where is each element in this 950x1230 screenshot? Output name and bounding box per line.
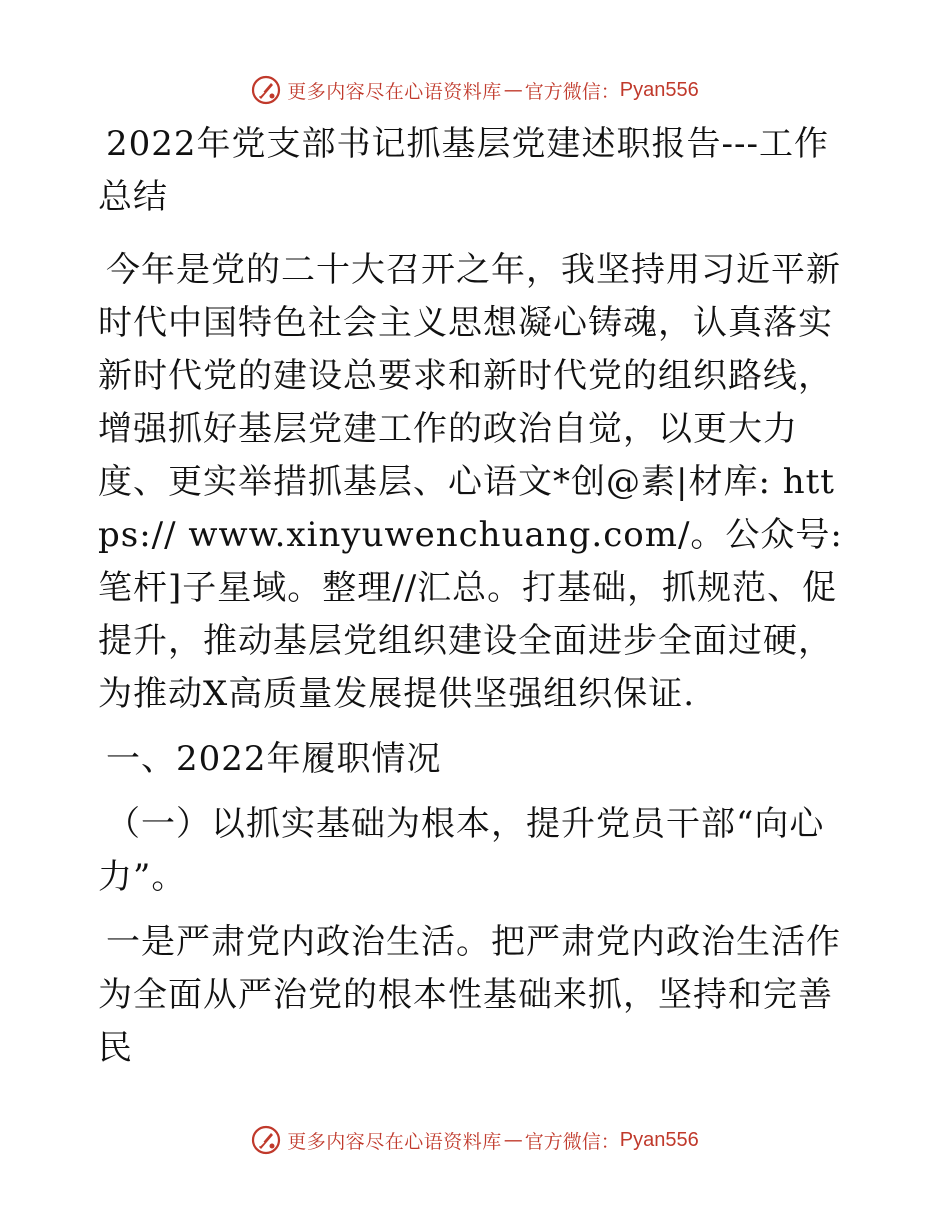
document-body [98, 118, 850, 1087]
header-watermark-banner [0, 70, 950, 110]
banner-wechat-label: 官方微信： [524, 1130, 620, 1153]
banner-wechat-label: 官方微信： [524, 80, 620, 103]
feather-pen-logo-icon [251, 75, 281, 105]
intro-paragraph: 今年是党的二十大召开之年，我坚持用习近平新时代中国特色社会主义思想凝心铸魂，认真落实新时代党的建设总要求和新时代党的组织路线，增强抓好基层党建工作的政治自觉，以更大力度、更实举措抓基层、心语文*创@素|材库: https:// www.xinyuwenchuang.com/。公众号: 笔杆]子星域。整理//汇总。打基础，抓规范、促提升，推动基层党组织建设全面进步全面过硬，为推动X高质量发展提供坚强组织保证. [98, 250, 843, 714]
banner-wechat-id: Pyan556 [619, 78, 699, 101]
footer-watermark-banner [0, 1120, 950, 1160]
subsection-heading-1: （一）以抓实基础为根本，提升党员干部“向心力”。 [98, 804, 825, 897]
item-paragraph-1: 一是严肃党内政治生活。把严肃党内政治生活作为全面从严治党的根本性基础来抓，坚持和完善民 [98, 922, 841, 1068]
banner-brand-text: 更多内容尽在心语资料库 [287, 1130, 502, 1153]
banner-brand-text: 更多内容尽在心语资料库 [287, 80, 502, 103]
banner-wechat-id: Pyan556 [619, 1128, 699, 1151]
feather-pen-logo-icon [251, 1125, 281, 1155]
banner-dash: — [503, 1129, 523, 1151]
banner-dash: — [503, 79, 523, 101]
document-title: 2022年党支部书记抓基层党建述职报告---工作总结 [98, 124, 829, 217]
section-heading-1: 一、2022年履职情况 [106, 739, 442, 779]
